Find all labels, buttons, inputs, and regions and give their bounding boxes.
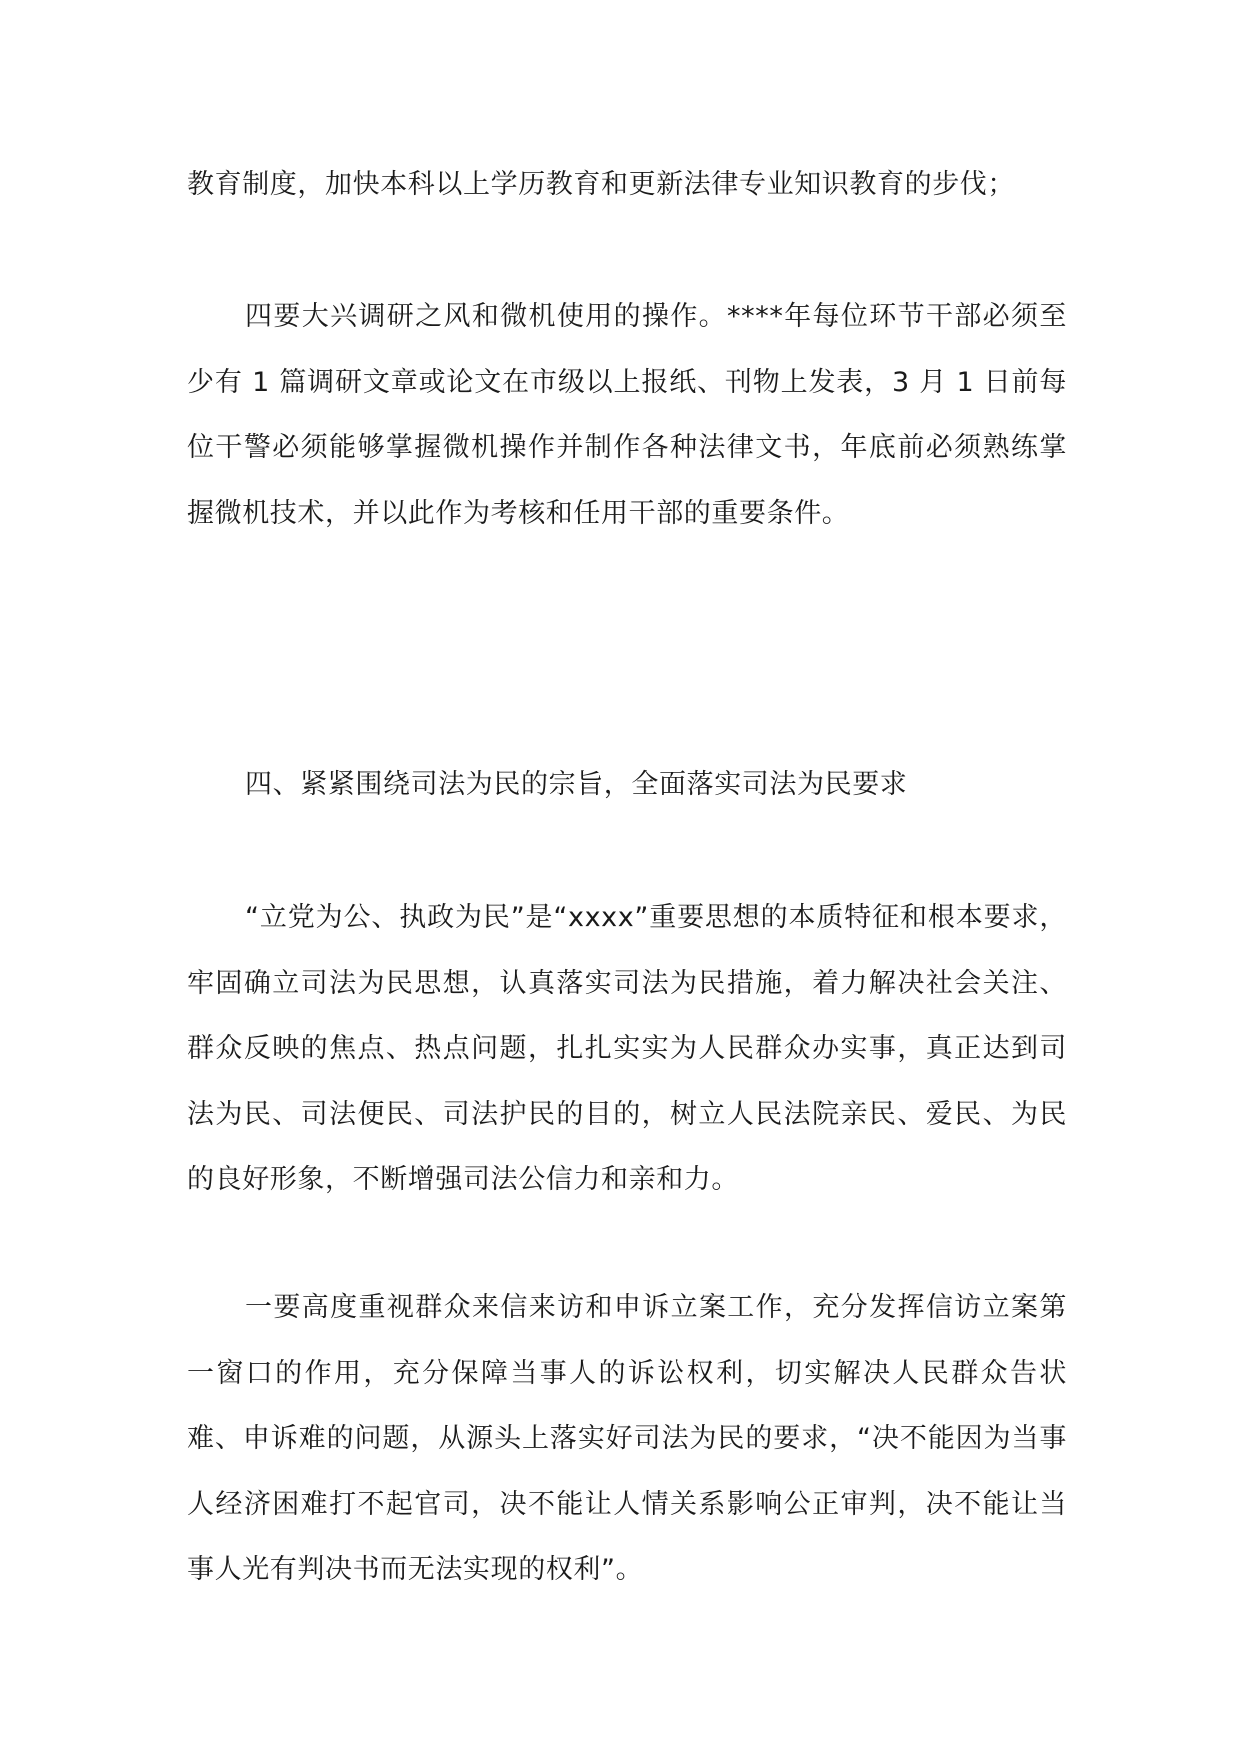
paragraph-justice-for-the-people: “立党为公、执政为民”是“xxxx”重要思想的本质特征和根本要求，牢固确立司法为民思想，认真落实司法为民措施，着力解决社会关注、群众反映的焦点、热点问题，扎扎实实为人民群众办实事，真正达到司法为民、司法便民、司法护民的目的，树立人民法院亲民、爱民、为民的良好形象，不断增强司法公信力和亲和力。 <box>187 902 1067 1195</box>
paragraph-continuation: 教育制度，加快本科以上学历教育和更新法律专业知识教育的步伐； <box>187 169 1015 200</box>
section-heading: 四、紧紧围绕司法为民的宗旨，全面落实司法为民要求 <box>245 769 908 800</box>
paragraph-petitions-and-filing: 一要高度重视群众来信来访和申诉立案工作，充分发挥信访立案第一窗口的作用，充分保障当事人的诉讼权利，切实解决人民群众告状难、申诉难的问题，从源头上落实好司法为民的要求，“决不能因为当事人经济困难打不起官司，决不能让人情关系影响公正审判，决不能让当事人光有判决书而无法实现的权利”。 <box>187 1292 1067 1585</box>
paragraph-research-and-computer-skills: 四要大兴调研之风和微机使用的操作。****年每位环节干部必须至少有 1 篇调研文章或论文在市级以上报纸、刊物上发表，3 月 1 日前每位干警必须能够掌握微机操作并制作各种法律文书，年底前必须熟练掌握微机技术，并以此作为考核和任用干部的重要条件。 <box>187 301 1067 529</box>
